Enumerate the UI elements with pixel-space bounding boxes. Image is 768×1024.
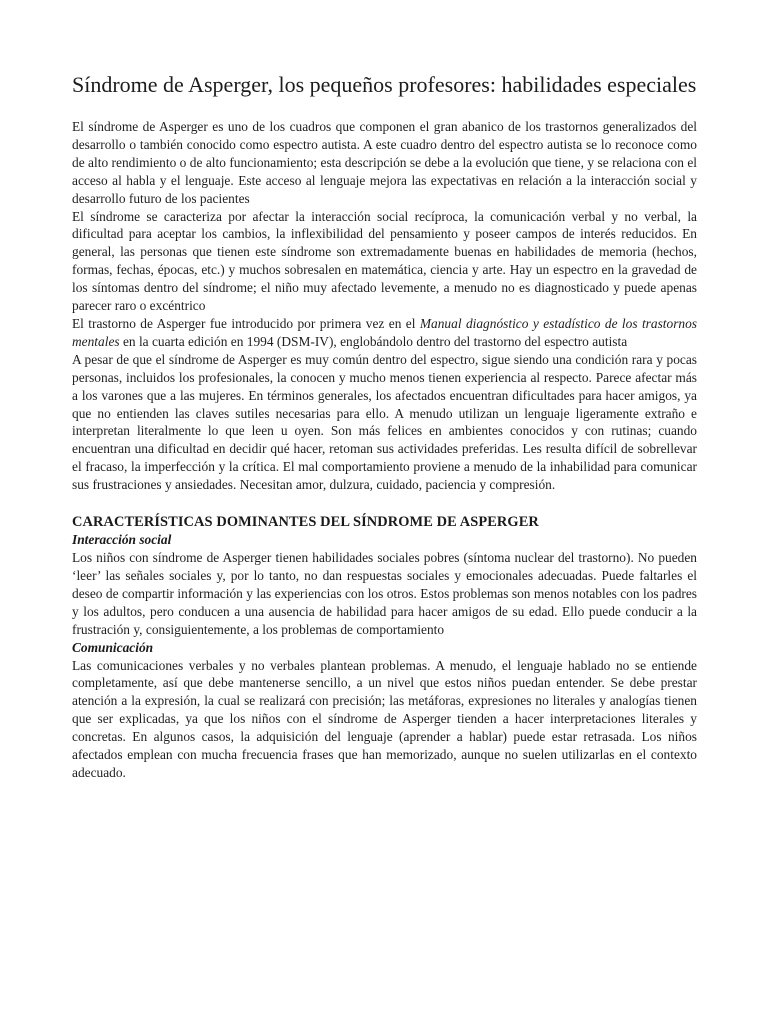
intro-paragraph-2: El síndrome se caracteriza por afectar la interacción social recíproca, la comunicación verbal y no verbal, la dificultad para aceptar los cambios, la inflexibilidad del pensamiento y poseer campos de interés reducidos. En general, las personas que tienen este síndrome son extremadamente buenas en habilidades de memoria (hechos, formas, fechas, épocas, etc.) y muchos sobresalen en matemática, ciencia y arte. Hay un espectro en la gravedad de los síntomas dentro del síndrome; el niño muy afectado levemente, a menudo no es diagnosticado y puede apenas parecer raro o excéntrico bbox=[72, 208, 697, 314]
document-page bbox=[72, 72, 697, 782]
page-title: Síndrome de Asperger, los pequeños profesores: habilidades especiales bbox=[72, 72, 697, 97]
intro-p3-text-before: El trastorno de Asperger fue introducido por primera vez en el bbox=[72, 315, 420, 331]
intro-p3-text-after: en la cuarta edición en 1994 (DSM-IV), englobándolo dentro del trastorno del espectro autista bbox=[119, 333, 628, 349]
intro-paragraph-1: El síndrome de Asperger es uno de los cuadros que componen el gran abanico de los trastornos generalizados del desarrollo o también conocido como espectro autista. A este cuadro dentro del espectro autista se lo reconoce como de alto rendimiento o de alto funcionamiento; esta descripción se debe a la evolución que tiene, y se relaciona con el acceso al habla y el lenguaje. Este acceso al lenguaje mejora las expectativas en relación a la interacción social y desarrollo futuro de los pacientes bbox=[72, 119, 697, 206]
section-heading: CARACTERÍSTICAS DOMINANTES DEL SÍNDROME DE ASPERGER bbox=[72, 514, 539, 531]
intro-paragraph-3 bbox=[72, 315, 697, 351]
communication-paragraph: Las comunicaciones verbales y no verbales plantean problemas. A menudo, el lenguaje hablado no se entiende completamente, así que debe mantenerse sencillo, a un nivel que estos niños puedan entender. Se debe prestar atención a la expresión, la cual se realizará con precisión; las metáforas, expresiones no literales y analogías tienen que ser explicadas, ya que los niños con el síndrome de Asperger tienden a hacer interpretaciones literales y concretas. En algunos casos, la adquisición del lenguaje (aprender a hablar) puede estar retrasada. Los niños afectados emplean con mucha frecuencia frases que han memorizado, aunque no suelen utilizarlas en el contexto adecuado. bbox=[72, 657, 697, 780]
social-interaction-paragraph: Los niños con síndrome de Asperger tienen habilidades sociales pobres (síntoma nuclear del trastorno). No pueden ‘leer’ las señales sociales y, por lo tanto, no dan respuestas sociales y emocionales adecuadas. Puede faltarles el deseo de compartir información y las experiencias con los otros. Estos problemas son menos notables con los padres y los adultos, pero conducen a una ausencia de habilidad para hacer amigos de su edad. Ello puede conducir a la frustración y, consiguientemente, a los problemas de comportamiento bbox=[72, 550, 697, 637]
dsm-manual-title: Manual diagnóstico y estadístico de los trastornos mentales bbox=[72, 315, 698, 349]
social-interaction-heading: Interacción social bbox=[72, 532, 172, 548]
intro-paragraph-4: A pesar de que el síndrome de Asperger es muy común dentro del espectro, sigue siendo una condición rara y pocas personas, incluidos los profesionales, la conocen y mucho menos tienen experiencia al respecto. Parece afectar más a los varones que a las mujeres. En términos generales, los afectados encuentran dificultades para hacer amigos, ya que no entienden las claves sutiles necesarias para ello. A menudo utilizan un lenguaje ligeramente extraño e interpretan literalmente lo que leen u oyen. Son más felices en ambientes conocidos y con rutinas; cuando encuentran una dificultad en decidir qué hacer, retoman sus actividades preferidas. Les resulta difícil de sobrellevar el fracaso, la imperfección y la crítica. El mal comportamiento proviene a menudo de la inhabilidad para comunicar sus frustraciones y ansiedades. Necesitan amor, dulzura, cuidado, paciencia y compresión. bbox=[72, 351, 697, 493]
communication-heading: Comunicación bbox=[72, 639, 154, 655]
